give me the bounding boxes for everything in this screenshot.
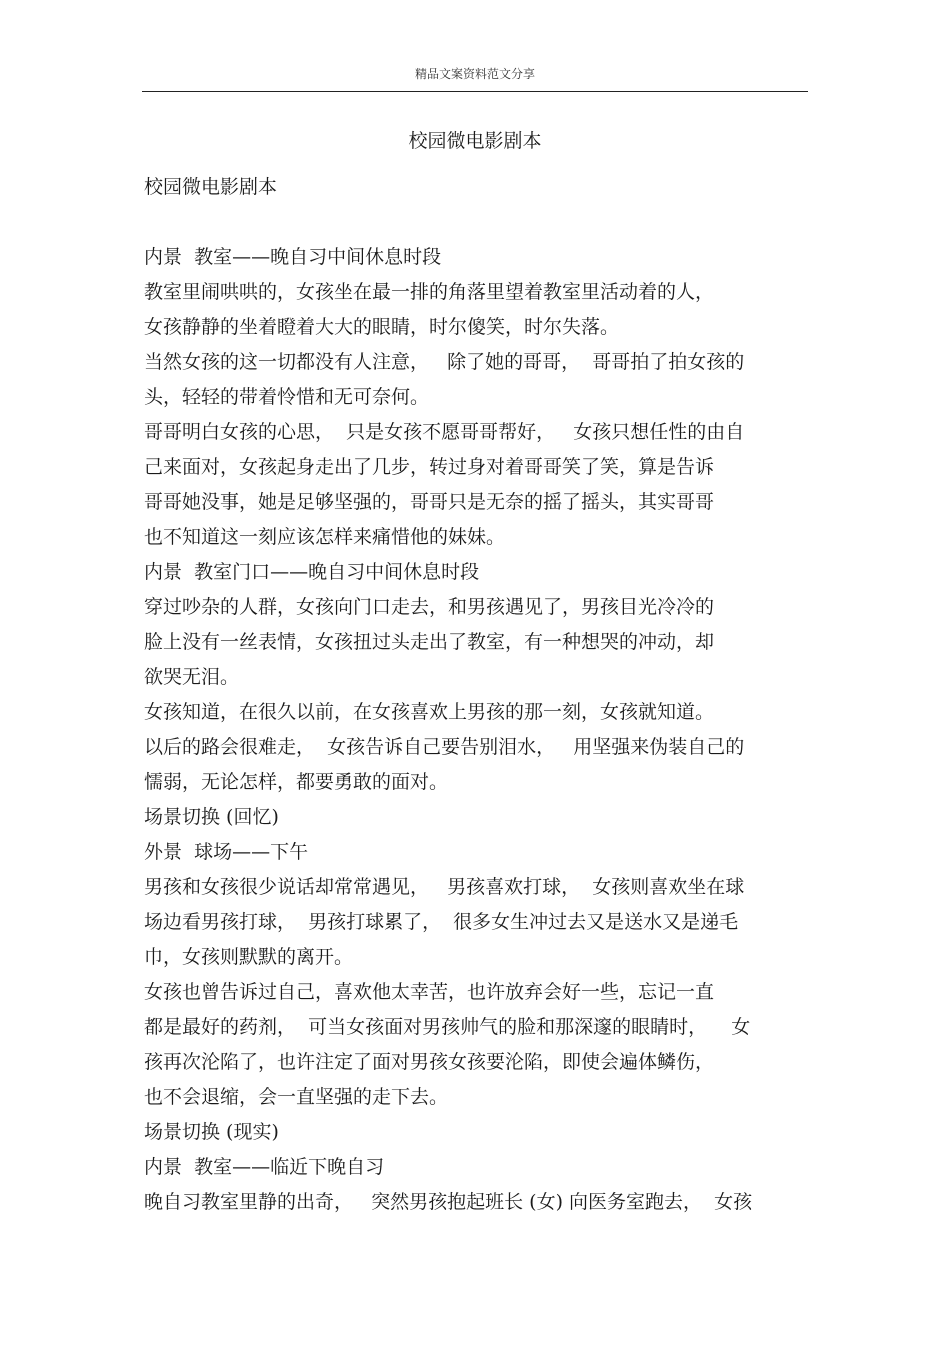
text-line: 欲哭无泪。 <box>144 666 240 688</box>
text-line: 头，轻轻的带着怜惜和无可奈何。 <box>144 386 430 408</box>
document-title: 校园微电影剧本 <box>408 130 542 152</box>
text-line: 内景 教室门口——晚自习中间休息时段 <box>144 561 480 583</box>
blank-line <box>144 205 808 240</box>
text-line: 内景 教室——晚自习中间休息时段 <box>144 246 442 268</box>
text-line: 场边看男孩打球， 男孩打球累了， 很多女生冲过去又是送水又是递毛 <box>144 911 739 933</box>
text-line: 女孩也曾告诉过自己，喜欢他太幸苦，也许放弃会好一些，忘记一直 <box>144 981 715 1003</box>
text-line: 男孩和女孩很少说话却常常遇见， 男孩喜欢打球， 女孩则喜欢坐在球 <box>144 876 745 898</box>
text-line: 己来面对，女孩起身走出了几步，转过身对着哥哥笑了笑，算是告诉 <box>144 456 715 478</box>
text-line: 场景切换 (现实) <box>144 1121 279 1143</box>
text-line: 校园微电影剧本 <box>144 176 278 198</box>
text-line: 都是最好的药剂， 可当女孩面对男孩帅气的脸和那深邃的眼睛时， 女 <box>144 1016 751 1038</box>
text-line: 女孩知道，在很久以前，在女孩喜欢上男孩的那一刻，女孩就知道。 <box>144 701 715 723</box>
text-line: 当然女孩的这一切都没有人注意， 除了她的哥哥， 哥哥拍了拍女孩的 <box>144 351 745 373</box>
text-line: 脸上没有一丝表情，女孩扭过头走出了教室，有一种想哭的冲动，却 <box>144 631 715 653</box>
text-line: 也不会退缩，会一直坚强的走下去。 <box>144 1086 449 1108</box>
text-line: 晚自习教室里静的出奇， 突然男孩抱起班长 (女) 向医务室跑去， 女孩 <box>144 1191 753 1213</box>
text-line: 内景 教室——临近下晚自习 <box>144 1156 385 1178</box>
text-line: 穿过吵杂的人群，女孩向门口走去，和男孩遇见了，男孩目光冷冷的 <box>144 596 715 618</box>
text-line: 巾，女孩则默默的离开。 <box>144 946 354 968</box>
text-line: 以后的路会很难走， 女孩告诉自己要告别泪水， 用坚强来伪装自己的 <box>144 736 745 758</box>
text-line: 场景切换 (回忆) <box>144 806 279 828</box>
text-line: 也不知道这一刻应该怎样来痛惜他的妹妹。 <box>144 526 506 548</box>
document-body <box>144 170 808 1220</box>
text-line: 懦弱，无论怎样，都要勇敢的面对。 <box>144 771 449 793</box>
text-line: 哥哥明白女孩的心思， 只是女孩不愿哥哥帮好， 女孩只想任性的由自 <box>144 421 745 443</box>
text-line: 孩再次沦陷了，也许注定了面对男孩女孩要沦陷，即使会遍体鳞伤， <box>144 1051 715 1073</box>
page-header: 精品文案资料范文分享 <box>414 67 535 81</box>
text-line: 教室里闹哄哄的，女孩坐在最一排的角落里望着教室里活动着的人， <box>144 281 715 303</box>
text-line: 哥哥她没事，她是足够坚强的，哥哥只是无奈的摇了摇头，其实哥哥 <box>144 491 715 513</box>
header-divider <box>142 91 808 92</box>
text-line: 外景 球场——下午 <box>144 841 309 863</box>
text-line: 女孩静静的坐着瞪着大大的眼睛，时尔傻笑，时尔失落。 <box>144 316 620 338</box>
